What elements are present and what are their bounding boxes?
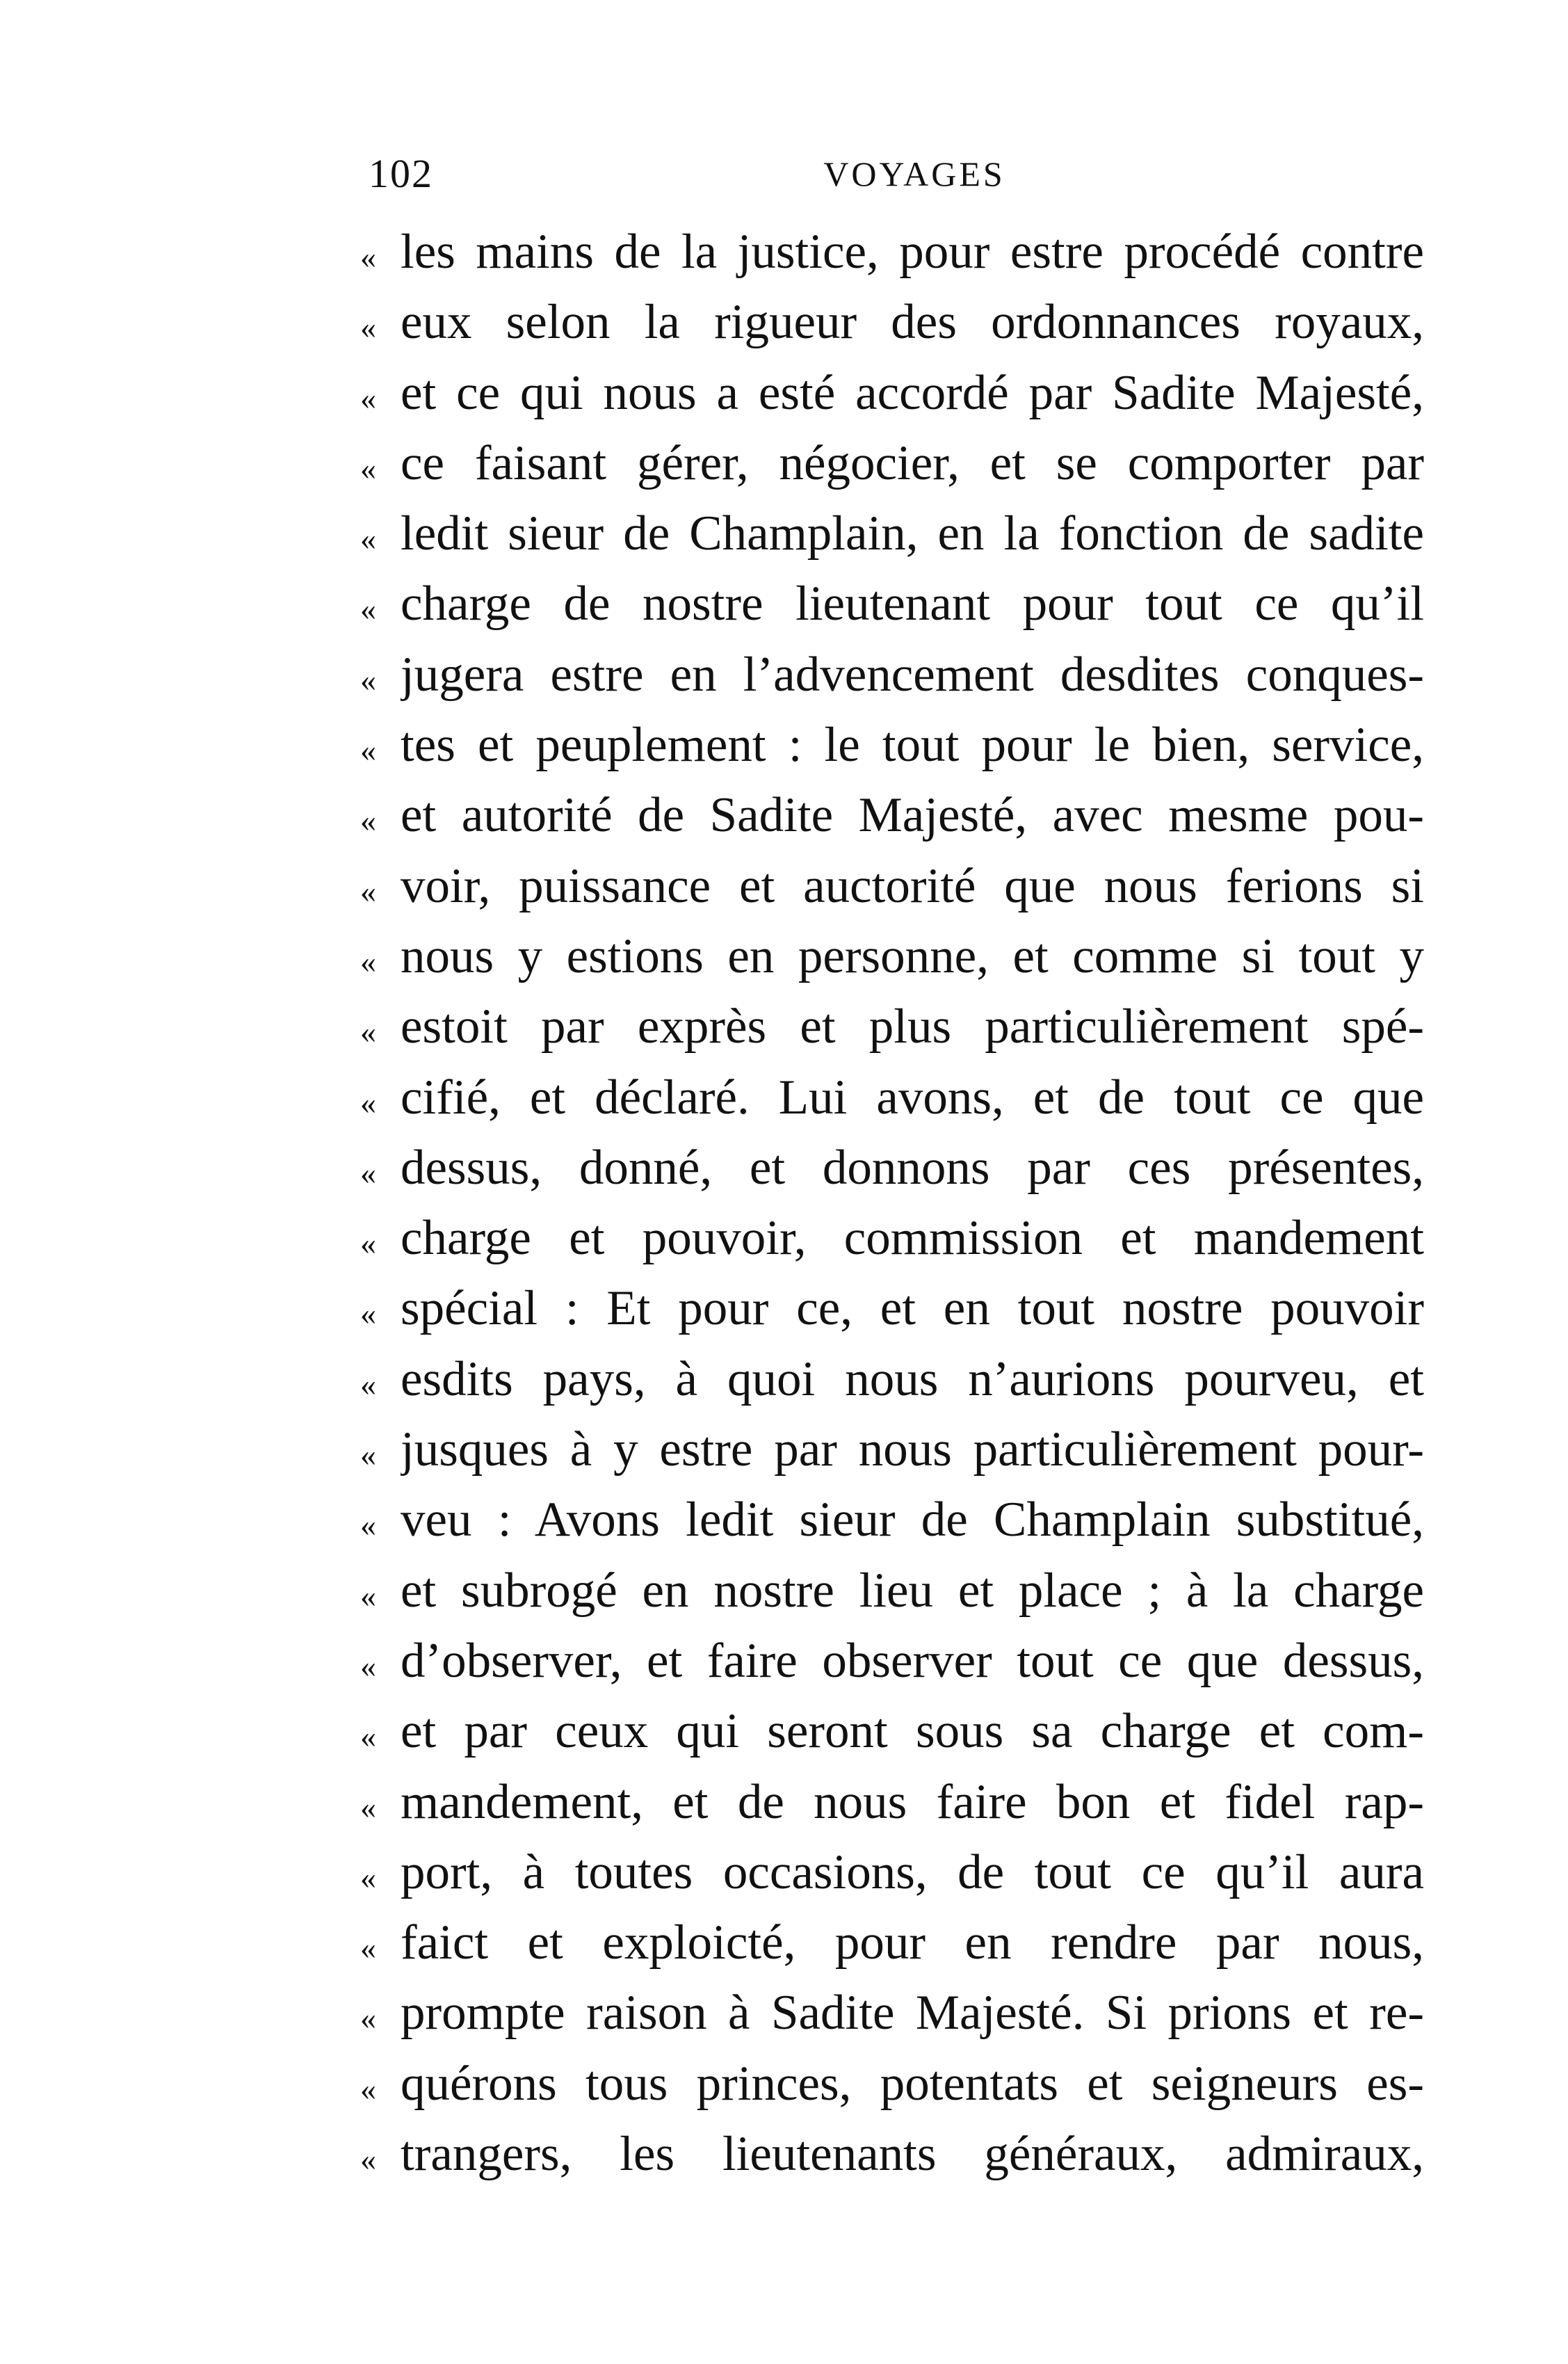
line-text: les mains de la justice, pour estre procédé contre [401, 225, 1424, 279]
line-text: ledit sieur de Champlain, en la fonction de sadite [401, 506, 1424, 561]
line-text: charge de nostre lieutenant pour tout ce qu’il [401, 577, 1424, 632]
line-text: trangers, les lieutenants généraux, admiraux, [401, 2127, 1424, 2182]
text-line [360, 710, 1424, 780]
text-line [360, 287, 1424, 357]
quotation-mark: « [360, 380, 376, 416]
text-line [360, 499, 1424, 569]
line-text: spécial : Et pour ce, et en tout nostre pouvoir [401, 1281, 1424, 1336]
line-text: port, à toutes occasions, de tout ce qu’il aura [401, 1844, 1424, 1899]
page-number: 102 [369, 151, 433, 196]
quotation-mark: « [360, 1859, 376, 1895]
text-line [360, 1344, 1424, 1415]
line-text: mandement, et de nous faire bon et fidel rap- [401, 1774, 1424, 1829]
text-line [360, 2049, 1424, 2119]
text-line [360, 640, 1424, 710]
text-line [360, 1273, 1424, 1344]
text-line [360, 428, 1424, 499]
line-text: esdits pays, à quoi nous n’aurions pourveu, et [401, 1351, 1424, 1406]
quotation-mark: « [360, 1366, 376, 1402]
line-text: et subrogé en nostre lieu et place ; à la charge [401, 1563, 1424, 1618]
text-line [360, 1838, 1424, 1908]
line-text: faict et exploicté, pour en rendre par nous, [401, 1915, 1424, 1970]
quotation-mark: « [360, 1930, 376, 1966]
text-line [360, 2119, 1424, 2189]
text-line [360, 1415, 1424, 1485]
text-line [360, 1133, 1424, 1203]
quotation-mark: « [360, 1719, 376, 1755]
text-line [360, 1767, 1424, 1838]
text-line [360, 1556, 1424, 1626]
line-text: veu : Avons ledit sieur de Champlain substitué, [401, 1493, 1424, 1547]
quotation-mark: « [360, 1437, 376, 1473]
line-text: eux selon la rigueur des ordonnances royaux, [401, 295, 1424, 350]
quotation-mark: « [360, 1084, 376, 1120]
text-line [360, 922, 1424, 992]
quotation-mark: « [360, 2000, 376, 2036]
text-line [360, 1063, 1424, 1133]
quotation-mark: « [360, 661, 376, 698]
quotation-mark: « [360, 1507, 376, 1543]
quotation-mark: « [360, 1155, 376, 1191]
quotation-mark: « [360, 732, 376, 769]
text-line [360, 780, 1424, 851]
text-line [360, 1696, 1424, 1767]
text-line [360, 358, 1424, 428]
quotation-mark: « [360, 1577, 376, 1614]
line-text: et autorité de Sadite Majesté, avec mesme pou- [401, 788, 1424, 843]
line-text: cifié, et déclaré. Lui avons, et de tout ce que [401, 1070, 1424, 1125]
line-text: quérons tous princes, potentats et seigneurs es- [401, 2056, 1424, 2111]
text-line [360, 1908, 1424, 1978]
quotation-mark: « [360, 873, 376, 909]
quotation-mark: « [360, 239, 376, 275]
quotation-mark: « [360, 521, 376, 557]
quotation-mark: « [360, 2141, 376, 2178]
text-line [360, 1978, 1424, 2048]
quotation-mark: « [360, 309, 376, 346]
running-head [369, 150, 1419, 198]
text-line [360, 851, 1424, 922]
line-text: jusques à y estre par nous particulièrement pour- [401, 1422, 1424, 1477]
quotation-mark: « [360, 1648, 376, 1684]
quotation-mark: « [360, 943, 376, 979]
text-line [360, 1485, 1424, 1555]
text-line [360, 992, 1424, 1062]
quotation-mark: « [360, 1789, 376, 1825]
quotation-mark: « [360, 1014, 376, 1050]
line-text: voir, puissance et auctorité que nous ferions si [401, 858, 1424, 913]
quotation-mark: « [360, 591, 376, 627]
running-title: VOYAGES [823, 154, 1005, 193]
line-text: prompte raison à Sadite Majesté. Si prions et re- [401, 1986, 1424, 2041]
line-text: d’observer, et faire observer tout ce que dessus, [401, 1633, 1424, 1688]
quotation-mark: « [360, 803, 376, 839]
quotation-mark: « [360, 450, 376, 486]
text-line [360, 569, 1424, 639]
line-text: ce faisant gérer, négocier, et se comporter par [401, 435, 1424, 490]
body-text [360, 217, 1424, 2189]
text-line [360, 1203, 1424, 1273]
quotation-mark: « [360, 1296, 376, 1332]
line-text: et ce qui nous a esté accordé par Sadite Majesté, [401, 365, 1424, 420]
text-line [360, 217, 1424, 287]
line-text: nous y estions en personne, et comme si tout y [401, 928, 1424, 983]
quotation-mark: « [360, 1225, 376, 1262]
line-text: jugera estre en l’advencement desdites conques- [401, 647, 1424, 702]
line-text: tes et peuplement : le tout pour le bien, service, [401, 718, 1424, 773]
line-text: estoit par exprès et plus particulièrement spé- [401, 999, 1424, 1054]
line-text: charge et pouvoir, commission et mandement [401, 1211, 1424, 1266]
line-text: et par ceux qui seront sous sa charge et com- [401, 1704, 1424, 1759]
line-text: dessus, donné, et donnons par ces présentes, [401, 1140, 1424, 1195]
quotation-mark: « [360, 2070, 376, 2107]
text-line [360, 1626, 1424, 1696]
